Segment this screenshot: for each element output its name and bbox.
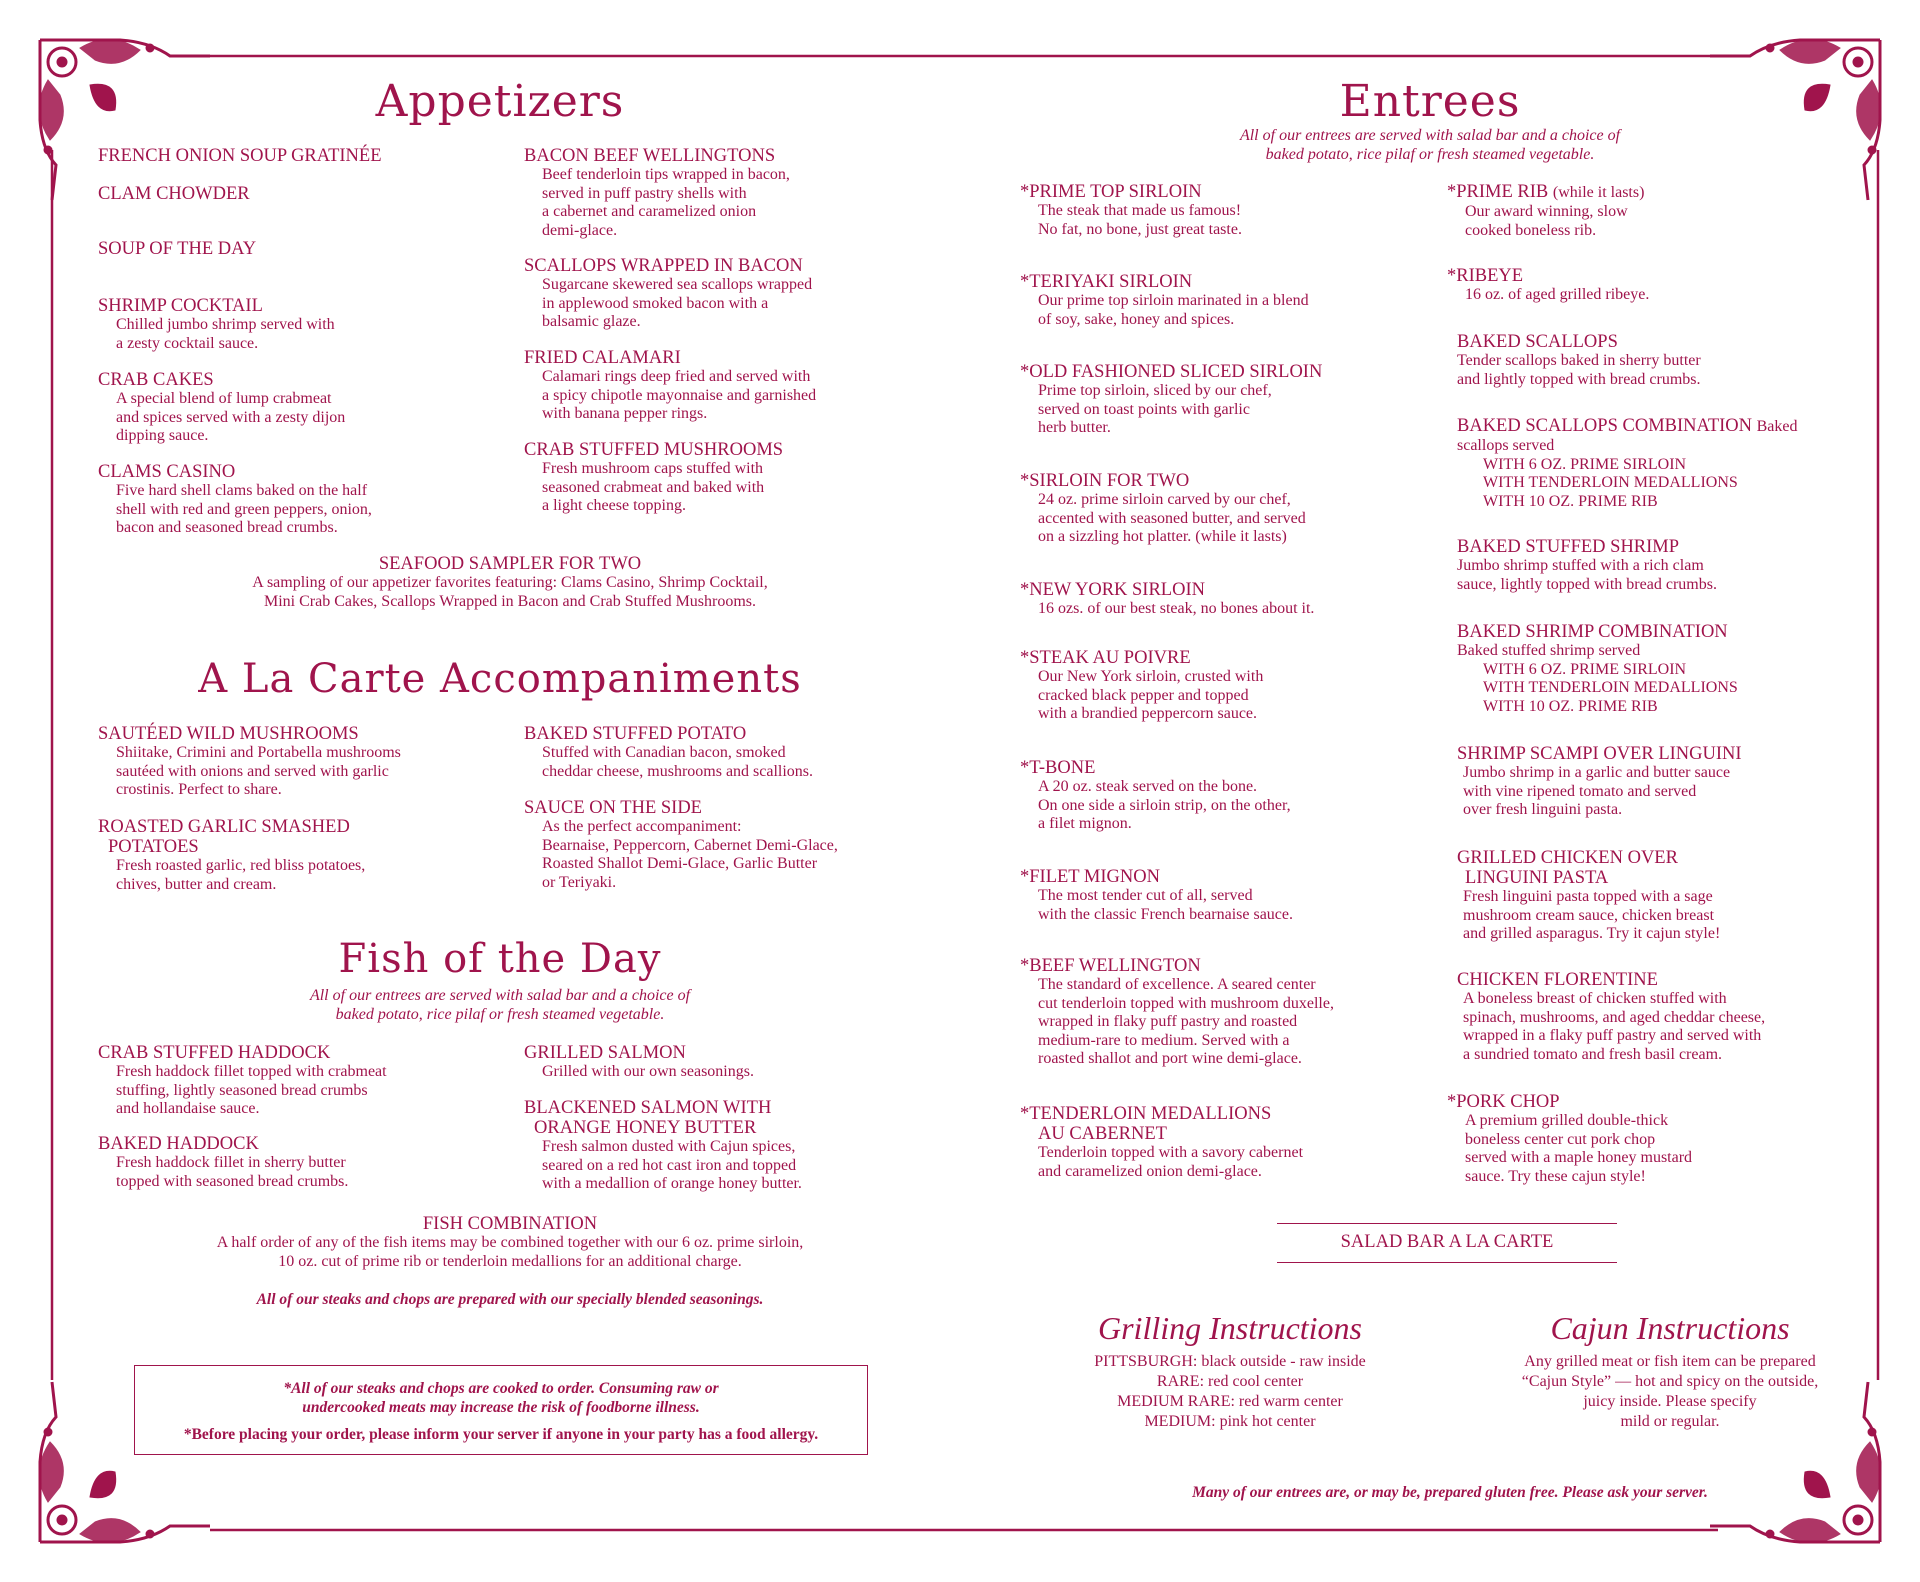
appetizers-title: Appetizers (375, 76, 625, 127)
salad-bar-label: SALAD BAR A LA CARTE (1340, 1232, 1554, 1252)
corner-ornament-icon (39, 39, 210, 200)
menu-item: CLAM CHOWDER (98, 184, 250, 204)
menu-item: SOUP OF THE DAY (98, 239, 257, 259)
menu-item: *FILET MIGNON The most tender cut of all, served with the classic French bearnaise sauce. (1020, 867, 1294, 923)
menu-item: CHICKEN FLORENTINE A boneless breast of chicken stuffed with spinach, mushrooms, and aged cheddar cheese, wrapped in a flaky puff pastry and served with a sundried tomato and fresh basil cream. (1457, 970, 1766, 1063)
menu-item: BAKED SHRIMP COMBINATION Baked stuffed shrimp served WITH 6 OZ. PRIME SIRLOIN WITH TENDERLOIN MEDALLIONS WITH 10 OZ. PRIME RIB (1457, 622, 1738, 715)
menu-item: *PORK CHOP A premium grilled double-thick boneless center cut pork chop served with a maple honey mustard sauce. Try these cajun style! (1447, 1092, 1693, 1185)
menu-item: SCALLOPS WRAPPED IN BACON Sugarcane skewered sea scallops wrapped in applewood smoked bacon with a balsamic glaze. (524, 256, 813, 330)
menu-item: BAKED STUFFED POTATO Stuffed with Canadian bacon, smoked cheddar cheese, mushrooms and scallions. (524, 724, 814, 780)
menu-item: BAKED HADDOCK Fresh haddock fillet in sherry butter topped with seasoned bread crumbs. (98, 1134, 349, 1190)
menu-item: *STEAK AU POIVRE Our New York sirloin, crusted with cracked black pepper and topped with a brandied peppercorn sauce. (1020, 648, 1264, 722)
menu-item: SAUTÉED WILD MUSHROOMS Shiitake, Crimini and Portabella mushrooms sautéed with onions and served with garlic crostinis. Perfect to share. (98, 724, 401, 798)
menu-item: SAUCE ON THE SIDE As the perfect accompaniment: Bearnaise, Peppercorn, Cabernet Demi-Glace, Roasted Shallot Demi-Glace, Garlic Butter or Teriyaki. (524, 798, 838, 891)
menu-item: BLACKENED SALMON WITH ORANGE HONEY BUTTER Fresh salmon dusted with Cajun spices, seared on a red hot cast iron and topped with a medallion of orange honey butter. (524, 1098, 802, 1192)
menu-item: *SIRLOIN FOR TWO 24 oz. prime sirloin carved by our chef, accented with seasoned butter, and served on a sizzling hot platter. (while it lasts) (1020, 471, 1306, 545)
seasoning-note: All of our steaks and chops are prepared with our specially blended seasonings. (256, 1291, 764, 1308)
grilling-body: PITTSBURGH: black outside - raw inside RARE: red cool center MEDIUM RARE: red warm center MEDIUM: pink hot center (1094, 1353, 1366, 1430)
menu-item: *OLD FASHIONED SLICED SIRLOIN Prime top sirloin, sliced by our chef, served on toast points with garlic herb butter. (1020, 362, 1323, 436)
menu-item: CRAB STUFFED HADDOCK Fresh haddock fillet topped with crabmeat stuffing, lightly seasoned bread crumbs and hollandaise sauce. (98, 1043, 387, 1117)
grilling-title: Grilling Instructions (1097, 1310, 1362, 1346)
menu-item: BAKED SCALLOPS Tender scallops baked in sherry butter and lightly topped with bread crumbs. (1457, 332, 1701, 388)
menu-item: CRAB STUFFED MUSHROOMS Fresh mushroom caps stuffed with seasoned crabmeat and baked with a light cheese topping. (524, 440, 784, 514)
seafood-sampler: SEAFOOD SAMPLER FOR TWO A sampling of our appetizer favorites featuring: Clams Casino, Shrimp Cocktail, Mini Crab Cakes, Scallops Wrapped in Bacon and Crab Stuffed Mushrooms. (252, 554, 768, 610)
menu-item: CRAB CAKES A special blend of lump crabmeat and spices served with a zesty dijon dipping sauce. (98, 370, 346, 444)
menu-item: FRIED CALAMARI Calamari rings deep fried and served with a spicy chipotle mayonnaise and garnished with banana pepper rings. (524, 348, 817, 422)
fish-note: All of our entrees are served with salad bar and a choice of baked potato, rice pilaf or fresh steamed vegetable. (309, 987, 691, 1023)
menu-item: *BEEF WELLINGTON The standard of excellence. A seared center cut tenderloin topped with mushroom duxelle, wrapped in flaky puff pastry and roasted medium-rare to medium. Served with a roasted shallot and port wine demi-glace. (1020, 956, 1334, 1067)
menu-item: GRILLED SALMON Grilled with our own seasonings. (524, 1043, 754, 1080)
menu-item: *RIBEYE 16 oz. of aged grilled ribeye. (1447, 266, 1650, 303)
menu-item: GRILLED CHICKEN OVER LINGUINI PASTA Fresh linguini pasta topped with a sage mushroom cream sauce, chicken breast and grilled asparagus. Try it cajun style! (1457, 848, 1721, 942)
menu-item: SHRIMP COCKTAIL Chilled jumbo shrimp served with a zesty cocktail sauce. (98, 296, 335, 352)
gluten-note: Many of our entrees are, or may be, prepared gluten free. Please ask your server. (1192, 1484, 1708, 1501)
fish-combination: FISH COMBINATION A half order of any of the fish items may be combined together with our 6 oz. prime sirloin, 10 oz. cut of prime rib or tenderloin medallions for an additional charge. (216, 1214, 804, 1270)
menu-item: FRENCH ONION SOUP GRATINÉE (98, 146, 382, 166)
alacarte-title: A La Carte Accompaniments (198, 656, 802, 702)
menu-item: BAKED STUFFED SHRIMP Jumbo shrimp stuffed with a rich clam sauce, lightly topped with bread crumbs. (1457, 537, 1717, 593)
menu-item: CLAMS CASINO Five hard shell clams baked on the half shell with red and green peppers, onion, bacon and seasoned bread crumbs. (98, 462, 372, 536)
menu-item: *NEW YORK SIRLOIN 16 ozs. of our best steak, no bones about it. (1020, 580, 1315, 617)
menu-item: *T-BONE A 20 oz. steak served on the bone. On one side a sirloin strip, on the other, a filet mignon. (1020, 758, 1291, 832)
menu-item: *PRIME TOP SIRLOIN The steak that made us famous! No fat, no bone, just great taste. (1020, 182, 1242, 238)
fish-title: Fish of the Day (338, 936, 662, 982)
salad-bar-divider-top (1277, 1223, 1617, 1224)
menu-item: BAKED SCALLOPS COMBINATION Baked scallops served WITH 6 OZ. PRIME SIRLOIN WITH TENDERLOIN MEDALLIONS WITH 10 OZ. PRIME RIB (1457, 416, 1798, 510)
menu-item: *TENDERLOIN MEDALLIONS AU CABERNET Tenderloin topped with a savory cabernet and caramelized onion demi-glace. (1020, 1104, 1304, 1180)
cajun-title: Cajun Instructions (1550, 1310, 1790, 1346)
menu-item: *PRIME RIB (while it lasts) Our award winning, slow cooked boneless rib. (1447, 182, 1645, 239)
menu-item: SHRIMP SCAMPI OVER LINGUINI Jumbo shrimp in a garlic and butter sauce with vine ripened tomato and served over fresh linguini pasta. (1457, 744, 1742, 818)
menu-item: *TERIYAKI SIRLOIN Our prime top sirloin marinated in a blend of soy, sake, honey and spices. (1020, 272, 1309, 328)
entrees-note: All of our entrees are served with salad bar and a choice of baked potato, rice pilaf or fresh steamed vegetable. (1239, 127, 1621, 163)
entrees-title: Entrees (1339, 76, 1521, 127)
warning-box: *All of our steaks and chops are cooked to order. Consuming raw or undercooked meats may increase the risk of foodborne illness. *Before placing your order, please inform your server if anyone in your party has a food allergy. (134, 1365, 868, 1455)
menu-item: ROASTED GARLIC SMASHED POTATOES Fresh roasted garlic, red bliss potatoes, chives, butter and cream. (98, 817, 366, 893)
salad-bar-divider-bottom (1277, 1262, 1617, 1263)
cajun-body: Any grilled meat or fish item can be prepared “Cajun Style” — hot and spicy on the outside, juicy inside. Please specify mild or regular. (1521, 1353, 1819, 1430)
menu-item: BACON BEEF WELLINGTONS Beef tenderloin tips wrapped in bacon, served in puff pastry shells with a cabernet and caramelized onion demi-glace. (524, 146, 790, 239)
